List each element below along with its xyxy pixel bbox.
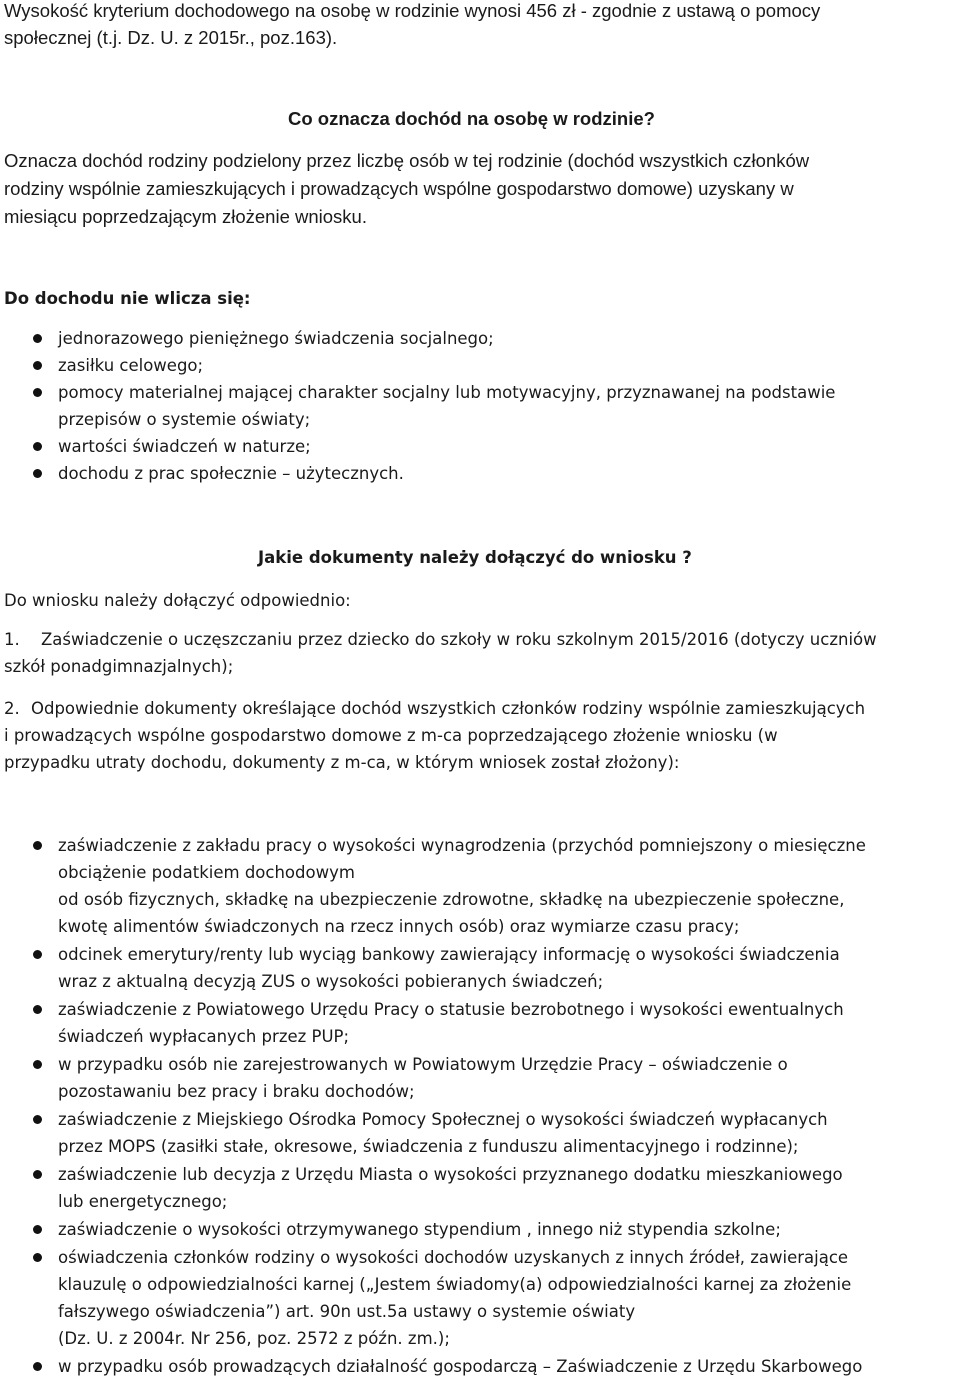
list-item: zaświadczenie o wysokości otrzymywanego stypendium , innego niż stypendia szkolne; <box>58 1220 781 1239</box>
list-item-continued: przez MOPS (zasiłki stałe, okresowe, świadczenia z funduszu alimentacyjnego i rodzinne); <box>58 1137 799 1156</box>
bullet-icon <box>33 442 42 451</box>
documents-heading: Jakie dokumenty należy dołączyć do wniosku ? <box>258 548 692 567</box>
bullet-icon <box>33 469 42 478</box>
bullet-icon <box>33 1115 42 1124</box>
numbered-item-continued: przypadku utraty dochodu, dokumenty z m-ca, w którym wniosek został złożony): <box>4 753 680 772</box>
list-item: zasiłku celowego; <box>58 356 204 375</box>
list-item-continued: obciążenie podatkiem dochodowym <box>58 863 355 882</box>
list-item-continued: pozostawaniu bez pracy i braku dochodów; <box>58 1082 415 1101</box>
list-item: dochodu z prac społecznie – użytecznych. <box>58 464 404 483</box>
numbered-item-continued: i prowadzących wspólne gospodarstwo domowe z m-ca poprzedzającego złożenie wniosku (w <box>4 726 778 745</box>
list-item-continued: kwotę alimentów świadczonych na rzecz innych osób) oraz wymiarze czasu pracy; <box>58 917 740 936</box>
bullet-icon <box>33 388 42 397</box>
list-item: w przypadku osób prowadzących działalność gospodarczą – Zaświadczenie z Urzędu Skarbowego <box>58 1357 863 1376</box>
list-item-continued: od osób fizycznych, składkę na ubezpieczenie zdrowotne, składkę na ubezpieczenie społeczne, <box>58 890 845 909</box>
list-item-continued: przepisów o systemie oświaty; <box>58 410 311 429</box>
list-item-continued: lub energetycznego; <box>58 1192 228 1211</box>
bullet-icon <box>33 1170 42 1179</box>
list-number: 2. <box>4 699 20 718</box>
bullet-icon <box>33 361 42 370</box>
definition-line: Oznacza dochód rodziny podzielony przez liczbę osób w tej rodzinie (dochód wszystkich członków <box>4 150 810 171</box>
numbered-item: Odpowiednie dokumenty określające dochód wszystkich członków rodziny wspólnie zamieszkujących <box>31 699 866 718</box>
list-number: 1. <box>4 630 20 649</box>
bullet-icon <box>33 334 42 343</box>
bullet-icon <box>33 1060 42 1069</box>
bullet-icon <box>33 1225 42 1234</box>
list-item: pomocy materialnej mającej charakter socjalny lub motywacyjny, przyznawanej na podstawie <box>58 383 836 402</box>
list-item: wartości świadczeń w naturze; <box>58 437 311 456</box>
definition-heading: Co oznacza dochód na osobę w rodzinie? <box>288 108 655 129</box>
numbered-item: Zaświadczenie o uczęszczaniu przez dziecko do szkoły w roku szkolnym 2015/2016 (dotyczy uczniów <box>41 630 877 649</box>
list-item: odcinek emerytury/renty lub wyciąg bankowy zawierający informację o wysokości świadczenia <box>58 945 840 964</box>
list-item: zaświadczenie lub decyzja z Urzędu Miasta o wysokości przyznanego dodatku mieszkaniowego <box>58 1165 843 1184</box>
intro-line: Wysokość kryterium dochodowego na osobę w rodzinie wynosi 456 zł - zgodnie z ustawą o pomocy <box>4 0 821 21</box>
list-item-continued: klauzulę o odpowiedzialności karnej („Jestem świadomy(a) odpowiedzialności karnej za złożenie <box>58 1275 852 1294</box>
numbered-item-continued: szkół ponadgimnazjalnych); <box>4 657 234 676</box>
list-item: w przypadku osób nie zarejestrowanych w Powiatowym Urzędzie Pracy – oświadczenie o <box>58 1055 788 1074</box>
list-item: jednorazowego pieniężnego świadczenia socjalnego; <box>58 329 494 348</box>
list-item-continued: fałszywego oświadczenia”) art. 90n ust.5a ustawy o systemie oświaty <box>58 1302 636 1321</box>
definition-line: miesiącu poprzedzającym złożenie wniosku. <box>4 206 367 227</box>
list-item-continued: (Dz. U. z 2004r. Nr 256, poz. 2572 z późn. zm.); <box>58 1329 450 1348</box>
list-item: zaświadczenie z zakładu pracy o wysokości wynagrodzenia (przychód pomniejszony o miesięczne <box>58 836 866 855</box>
bullet-icon <box>33 841 42 850</box>
list-item: oświadczenia członków rodziny o wysokości dochodów uzyskanych z innych źródeł, zawierające <box>58 1248 849 1267</box>
bullet-icon <box>33 1005 42 1014</box>
definition-line: rodziny wspólnie zamieszkujących i prowadzących wspólne gospodarstwo domowe) uzyskany w <box>4 178 794 199</box>
list-item: zaświadczenie z Powiatowego Urzędu Pracy o statusie bezrobotnego i wysokości ewentualnych <box>58 1000 844 1019</box>
bullet-icon <box>33 1253 42 1262</box>
intro-line: społecznej (t.j. Dz. U. z 2015r., poz.163). <box>4 27 338 48</box>
bullet-icon <box>33 1362 42 1371</box>
list-item: zaświadczenie z Miejskiego Ośrodka Pomocy Społecznej o wysokości świadczeń wypłacanych <box>58 1110 828 1129</box>
exclusions-heading: Do dochodu nie wlicza się: <box>4 289 251 308</box>
bullet-icon <box>33 950 42 959</box>
list-item-continued: wraz z aktualną decyzją ZUS o wysokości pobieranych świadczeń; <box>58 972 604 991</box>
documents-intro: Do wniosku należy dołączyć odpowiednio: <box>4 591 351 610</box>
list-item-continued: świadczeń wypłacanych przez PUP; <box>58 1027 350 1046</box>
